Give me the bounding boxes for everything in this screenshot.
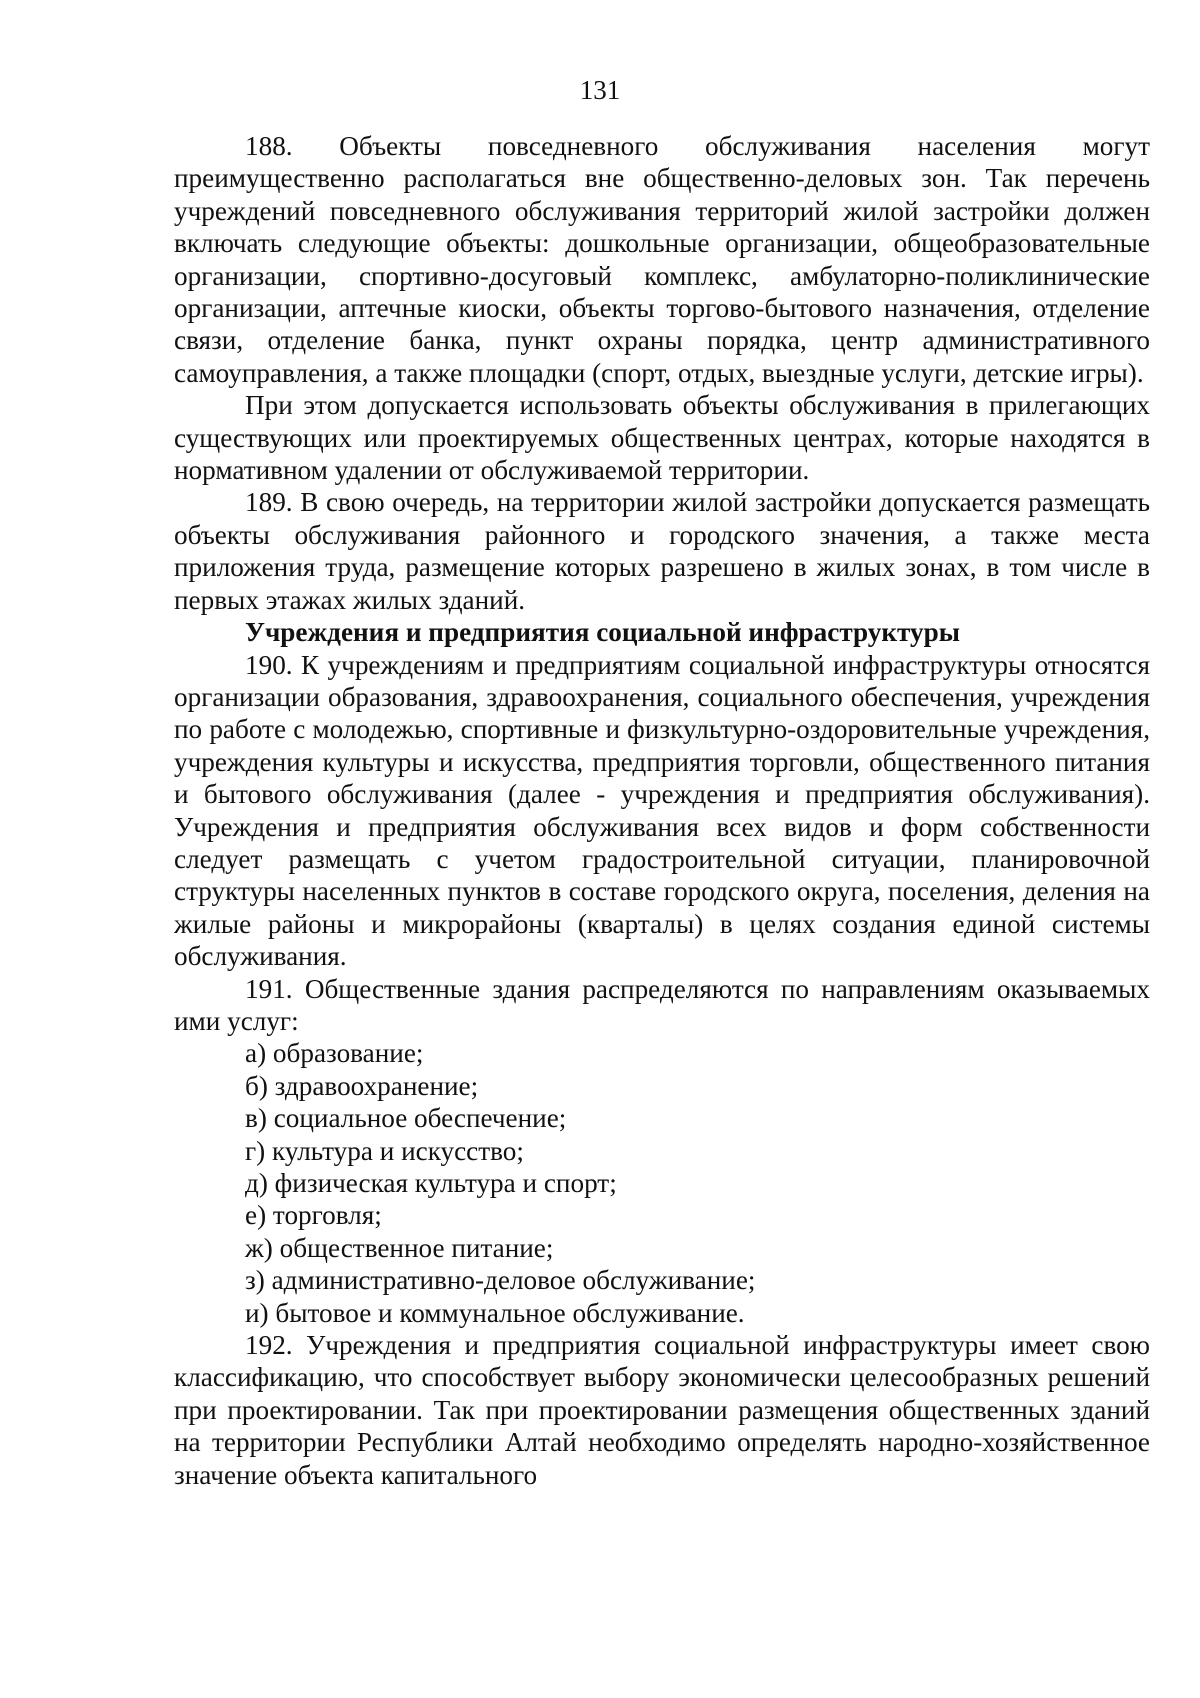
paragraph-188: 188. Объекты повседневного обслуживания населения могут преимущественно располагаться вне общественно-деловых зон. Так перечень учреждений повседневного обслуживания территорий жилой застройки должен включать следующие объекты: дошкольные организации, общеобразовательные организации, спортивно-досуговый комплекс, амбулаторно-поликлинические организации, аптечные киоски, объекты торгово-бытового назначения, отделение связи, отделение банка, пункт охраны порядка, центр административного самоуправления, а также площадки (спорт, отдых, выездные услуги, детские игры).: [174, 131, 1150, 388]
paragraph-191: 191. Общественные здания распределяются по направлениям оказываемых ими услуг:: [174, 973, 1150, 1036]
list-item: и) бытовое и коммунальное обслуживание.: [245, 1297, 745, 1328]
list-item: а) образование;: [245, 1038, 424, 1069]
list-item: з) административно-деловое обслуживание;: [245, 1265, 756, 1296]
paragraph-189: 189. В свою очередь, на территории жилой застройки допускается размещать объекты обслуживания районного и городского значения, а также места приложения труда, размещение которых разрешено в жилых зонах, в том числе в первых этажах жилых зданий.: [174, 487, 1150, 615]
document-body: [174, 130, 1150, 1491]
paragraph-192: 192. Учреждения и предприятия социальной инфраструктуры имеет свою классификацию, что способствует выбору экономически целесообразных решений при проектировании. Так при проектировании размещения общественных зданий на территории Республики Алтай необходимо определять народно-хозяйственное значение объекта капитального: [174, 1330, 1150, 1490]
section-heading: Учреждения и предприятия социальной инфраструктуры: [245, 617, 960, 648]
list-item: ж) общественное питание;: [245, 1232, 554, 1263]
paragraph-188-continuation: При этом допускается использовать объекты обслуживания в прилегающих существующих или проектируемых общественных центрах, которые находятся в нормативном удалении от обслуживаемой территории.: [174, 390, 1150, 486]
page-number: 131: [579, 75, 621, 105]
list-item: г) культура и искусство;: [245, 1135, 524, 1166]
paragraph-190: 190. К учреждениям и предприятиям социальной инфраструктуры относятся организации образования, здравоохранения, социального обеспечения, учреждения по работе с молодежью, спортивные и физкультурно-оздоровительные учреждения, учреждения культуры и искусства, предприятия торговли, общественного питания и бытового обслуживания (далее - учреждения и предприятия обслуживания). Учреждения и предприятия обслуживания всех видов и форм собственности следует размещать с учетом градостроительной ситуации, планировочной структуры населенных пунктов в составе городского округа, поселения, деления на жилые районы и микрорайоны (кварталы) в целях создания единой системы обслуживания.: [174, 649, 1150, 972]
list-item: д) физическая культура и спорт;: [245, 1168, 617, 1198]
list-item: б) здравоохранение;: [245, 1070, 479, 1101]
list-item: е) торговля;: [245, 1200, 382, 1231]
list-item: в) социальное обеспечение;: [245, 1103, 567, 1134]
services-list: [174, 1037, 1150, 1329]
